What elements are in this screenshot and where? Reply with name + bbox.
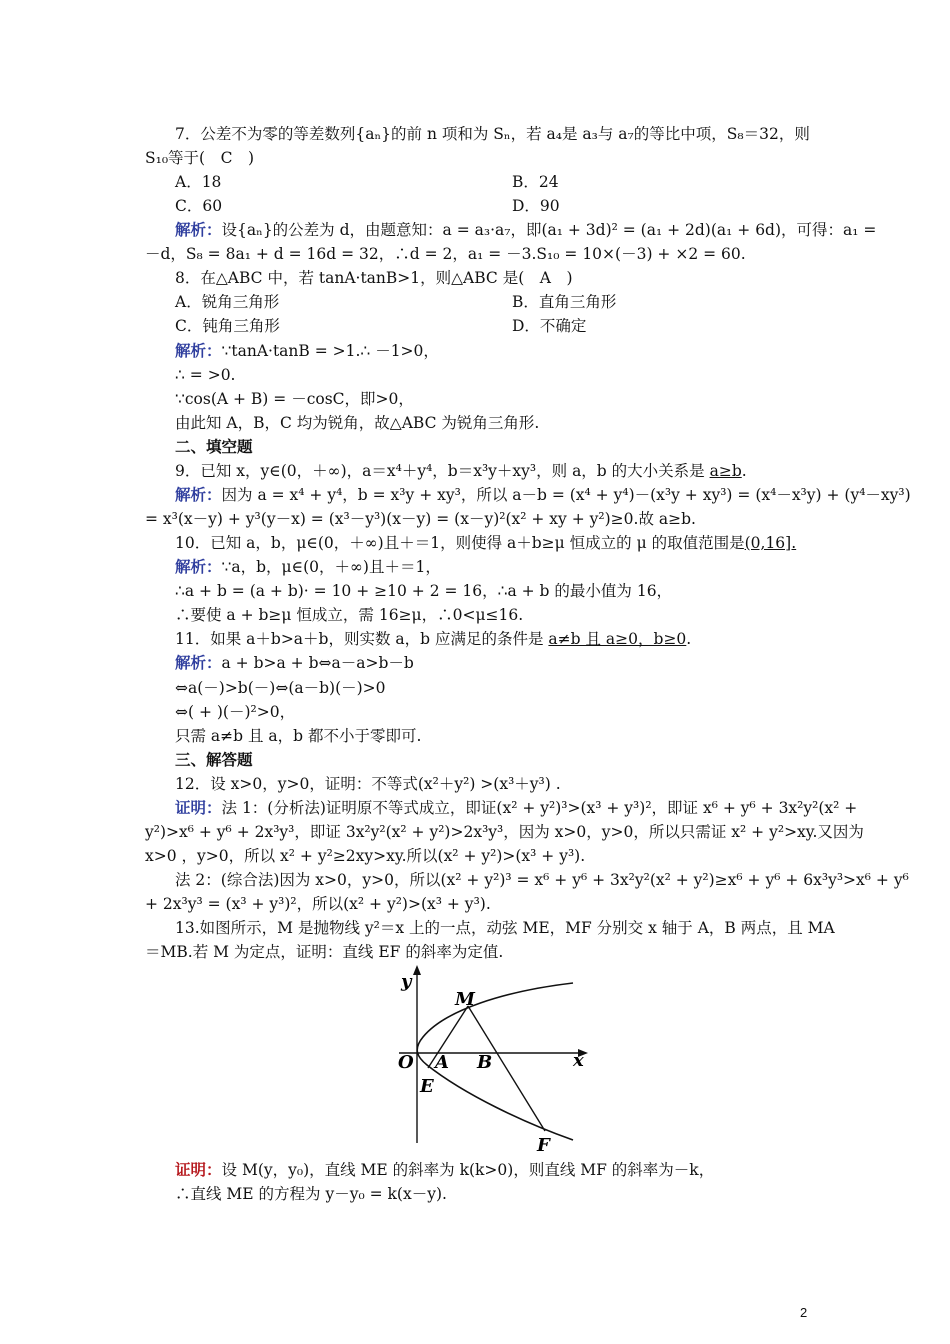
- q9-stem-text: 9．已知 x，y∈(0，＋∞)，a＝x⁴＋y⁴，b＝x³y＋xy³，则 a，b 的大小关系是: [175, 462, 710, 480]
- label-a: A: [435, 1052, 449, 1073]
- label-f: F: [537, 1135, 550, 1155]
- q11-solution-text: a + b>a + b⇔a－a>b－b: [221, 654, 414, 672]
- solution-label: 解析：: [175, 558, 222, 576]
- q12-stem: 12．设 x>0，y>0，证明：不等式(x²＋y²) >(x³＋y³) .: [175, 775, 561, 793]
- q12-proof-line3: x>0 ，y>0，所以 x² + y²≥2xy>xy.所以(x² + y²)>(x³ + y³).: [145, 847, 586, 865]
- q10-solution-line2: ∴a + b = (a + b)· = 10 + ≥10 + 2 = 16，∴a + b 的最小值为 16，: [175, 582, 673, 600]
- q9-stem-end: .: [741, 462, 747, 480]
- solution-label: 解析：: [175, 486, 222, 504]
- q13-stem: 13.如图所示，M 是抛物线 y²＝x 上的一点，动弦 ME，MF 分别交 x 轴于 A，B 两点，且 MA: [175, 919, 835, 937]
- q11-stem: [175, 628, 691, 650]
- q12-proof-line5: + 2x³y³ = (x³ + y³)²，所以(x² + y²)>(x³ + y³).: [145, 895, 491, 913]
- section-solve: 三、解答题: [175, 751, 253, 769]
- label-x: x: [573, 1050, 584, 1071]
- q9-stem: [175, 460, 747, 482]
- q10-solution: [175, 556, 441, 578]
- page-number: 2: [800, 1305, 808, 1320]
- q11-solution: [175, 652, 414, 674]
- q11-stem-text: 11．如果 a＋b>a＋b，则实数 a，b 应满足的条件是: [175, 630, 549, 648]
- q13-proof-text: 设 M(y，y₀)，直线 ME 的斜率为 k(k>0)，则直线 MF 的斜率为－k，: [221, 1161, 715, 1179]
- section-fill-in: 二、填空题: [175, 438, 253, 456]
- q9-solution-cont: = x³(x－y) + y³(y－x) = (x³－y³)(x－y) = (x－y)²(x² + xy + y²)≥0.故 a≥b.: [145, 510, 696, 528]
- solution-label: 解析：: [175, 221, 222, 239]
- q7-option-b: B．24: [512, 173, 559, 191]
- q10-stem-text: 10．已知 a，b，μ∈(0，＋∞)且＋＝1，则使得 a＋b≥μ 恒成立的 μ 的取值范围是: [175, 534, 745, 552]
- q13-proof: [175, 1159, 714, 1181]
- q10-stem: [175, 532, 796, 554]
- q8-solution: [175, 340, 439, 362]
- q12-proof: [175, 797, 857, 819]
- q7-option-c: C．60: [175, 197, 223, 215]
- q12-proof-line4: 法 2：(综合法)因为 x>0，y>0，所以(x² + y²)³ = x⁶ + y⁶ + 3x²y²(x² + y²)≥x⁶ + y⁶ + 6x³y³>x⁶ + y⁶: [175, 871, 909, 889]
- q10-answer: (0,16].: [744, 534, 797, 552]
- proof-label: 证明：: [175, 1161, 222, 1179]
- q11-answer: a≠b 且 a≥0，b≥0: [548, 630, 687, 648]
- q11-solution-line3: ⇔( + )(－)²>0，: [175, 703, 296, 721]
- q8-solution-line4: 由此知 A，B，C 均为锐角，故△ABC 为锐角三角形.: [175, 414, 540, 432]
- label-e: E: [420, 1076, 434, 1097]
- q8-solution-text: ∵tanA·tanB = >1.∴ －1>0，: [221, 342, 439, 360]
- q12-proof-text: 法 1：(分析法)证明原不等式成立，即证(x² + y²)³>(x³ + y³)²，即证 x⁶ + y⁶ + 3x²y²(x² +: [221, 799, 858, 817]
- q11-solution-line2: ⇔a(－)>b(－)⇔(a－b)(－)>0: [175, 679, 386, 697]
- parabola-figure: [385, 965, 595, 1155]
- q10-solution-text: ∵a，b，μ∈(0，＋∞)且＋＝1，: [221, 558, 441, 576]
- q11-stem-end: .: [686, 630, 692, 648]
- q8-option-a: A．锐角三角形: [175, 293, 280, 311]
- q7-option-d: D．90: [512, 197, 560, 215]
- q13-stem-cont: ＝MB.若 M 为定点，证明：直线 EF 的斜率为定值.: [145, 943, 504, 961]
- q7-option-a: A．18: [175, 173, 222, 191]
- q12-proof-line2: y²)>x⁶ + y⁶ + 2x³y³，即证 3x²y²(x² + y²)>2x³y³，因为 x>0，y>0，所以只需证 x² + y²>xy.又因为: [145, 823, 864, 841]
- q9-solution: [175, 484, 911, 506]
- q8-option-c: C．钝角三角形: [175, 317, 280, 335]
- label-m: M: [455, 989, 475, 1010]
- q8-solution-line2: ∴ = >0.: [175, 366, 236, 384]
- q7-stem-cont: S₁₀等于( C ): [145, 149, 254, 167]
- q8-option-d: D．不确定: [512, 317, 587, 335]
- q7-solution-text: 设{aₙ}的公差为 d，由题意知：a = a₃·a₇，即(a₁ + 3d)² = (a₁ + 2d)(a₁ + 6d)，可得：a₁ =: [221, 221, 877, 239]
- label-y: y: [401, 971, 412, 992]
- q9-solution-text: 因为 a = x⁴ + y⁴，b = x³y + xy³，所以 a－b = (x⁴ + y⁴)－(x³y + xy³) = (x⁴－x³y) + (y⁴－xy³): [221, 486, 911, 504]
- q7-solution: [175, 219, 876, 241]
- proof-label: 证明：: [175, 799, 222, 817]
- solution-label: 解析：: [175, 342, 222, 360]
- q8-solution-line3: ∵cos(A + B) = －cosC，即>0，: [175, 390, 414, 408]
- q7-solution-cont: －d，S₈ = 8a₁ + d = 16d = 32，∴d = 2，a₁ = －3.S₁₀ = 10×(－3) + ×2 = 60.: [145, 245, 746, 263]
- q8-option-b: B．直角三角形: [512, 293, 617, 311]
- label-b: B: [477, 1052, 493, 1073]
- q7-stem: 7．公差不为零的等差数列{aₙ}的前 n 项和为 Sₙ，若 a₄是 a₃与 a₇的等比中项，S₈＝32，则: [175, 125, 810, 143]
- label-origin: O: [398, 1052, 414, 1073]
- q8-stem: 8．在△ABC 中，若 tanA·tanB>1，则△ABC 是( A ): [175, 269, 573, 287]
- solution-label: 解析：: [175, 654, 222, 672]
- q9-answer: a≥b: [709, 462, 742, 480]
- q10-solution-line3: ∴要使 a + b≥μ 恒成立，需 16≥μ，∴0<μ≤16.: [175, 606, 524, 624]
- y-axis-arrow: [413, 965, 421, 975]
- q11-solution-line4: 只需 a≠b 且 a，b 都不小于零即可.: [175, 727, 422, 745]
- q13-proof-line2: ∴直线 ME 的方程为 y－y₀ = k(x－y).: [175, 1185, 447, 1203]
